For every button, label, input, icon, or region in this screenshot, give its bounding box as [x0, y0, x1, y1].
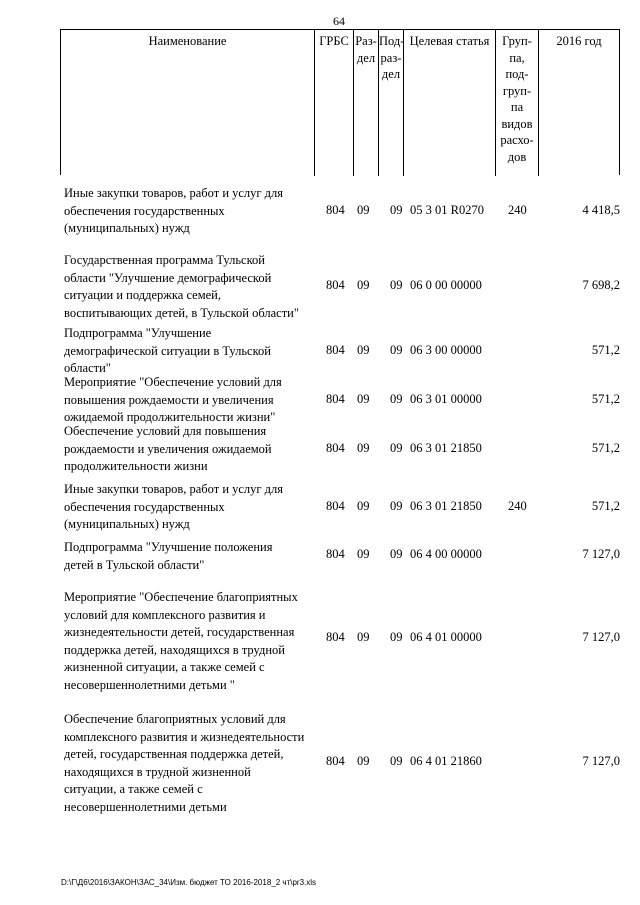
header-expense-group: Груп- па, под- груп- па видов расхо- дов [495, 30, 538, 176]
header-target-article: Целевая статья [403, 30, 495, 176]
row-target-article: 06 4 01 00000 [410, 630, 482, 644]
row-podrazdel: 09 [390, 547, 403, 561]
row-amount: 7 127,0 [582, 547, 620, 561]
row-grbs: 804 [326, 547, 345, 561]
row-grbs: 804 [326, 630, 345, 644]
row-name: Государственная программа Тульской области "Улучшение демографической ситуации и поддержка семей, воспитывающих детей, в Тульской области" [64, 253, 299, 320]
file-path-footer: D:\Г\Д6\2016\ЗАКОН\ЗАС_34\Изм. бюджет ТО 2016-2018_2 чт\pr3.xls [61, 878, 317, 887]
row-name: Подпрограмма "Улучшение демографической ситуации в Тульской области" [64, 326, 271, 375]
header-podrazdel: Под- раз- дел [378, 30, 403, 176]
row-target-article: 06 3 01 21850 [410, 499, 482, 513]
row-expense-group: 240 [508, 499, 527, 513]
row-razdel: 09 [357, 754, 370, 768]
row-name: Обеспечение условий для повышения рождаемости и увеличения ожидаемой продолжительности жизни [64, 424, 272, 473]
header-grbs: ГРБС [314, 30, 353, 176]
row-amount: 7 127,0 [582, 754, 620, 768]
row-grbs: 804 [326, 343, 345, 357]
header-razdel: Раз- дел [353, 30, 378, 176]
row-amount: 7 127,0 [582, 630, 620, 644]
row-podrazdel: 09 [390, 392, 403, 406]
row-target-article: 06 4 01 21860 [410, 754, 482, 768]
row-name: Мероприятие "Обеспечение благоприятных условий для комплексного развития и жизнедеятельности детей, государственная поддержка детей, находящихся в трудной жизненной ситуации, а также семей с несовершеннолетними детьми " [64, 590, 298, 692]
row-name: Мероприятие "Обеспечение условий для повышения рождаемости и увеличения ожидаемой продолжительности жизни" [64, 375, 282, 424]
row-razdel: 09 [357, 343, 370, 357]
header-name: Наименование [148, 34, 227, 48]
row-amount: 571,2 [591, 499, 620, 513]
row-target-article: 06 3 01 21850 [410, 441, 482, 455]
row-podrazdel: 09 [390, 343, 403, 357]
row-amount: 571,2 [591, 392, 620, 406]
row-podrazdel: 09 [390, 499, 403, 513]
row-razdel: 09 [357, 441, 370, 455]
row-razdel: 09 [357, 499, 370, 513]
row-razdel: 09 [357, 392, 370, 406]
row-podrazdel: 09 [390, 278, 403, 292]
row-podrazdel: 09 [390, 754, 403, 768]
row-razdel: 09 [357, 203, 370, 217]
row-target-article: 06 3 01 00000 [410, 392, 482, 406]
row-razdel: 09 [357, 278, 370, 292]
row-amount: 4 418,5 [582, 203, 620, 217]
row-grbs: 804 [326, 392, 345, 406]
row-podrazdel: 09 [390, 441, 403, 455]
row-target-article: 06 4 00 00000 [410, 547, 482, 561]
header-year: 2016 год [538, 30, 619, 176]
row-grbs: 804 [326, 754, 345, 768]
row-name: Иные закупки товаров, работ и услуг для обеспечения государственных (муниципальных) нужд [64, 482, 284, 531]
row-target-article: 06 0 00 00000 [410, 278, 482, 292]
row-razdel: 09 [357, 630, 370, 644]
row-grbs: 804 [326, 278, 345, 292]
page-number: 64 [333, 14, 345, 28]
row-amount: 571,2 [591, 441, 620, 455]
row-razdel: 09 [357, 547, 370, 561]
table-header [60, 29, 620, 175]
row-name: Иные закупки товаров, работ и услуг для обеспечения государственных (муниципальных) нужд [64, 186, 284, 235]
row-podrazdel: 09 [390, 203, 403, 217]
row-grbs: 804 [326, 499, 345, 513]
row-podrazdel: 09 [390, 630, 403, 644]
row-target-article: 05 3 01 R0270 [410, 203, 484, 217]
row-name: Подпрограмма "Улучшение положения детей в Тульской области" [64, 540, 273, 572]
row-expense-group: 240 [508, 203, 527, 217]
row-amount: 571,2 [591, 343, 620, 357]
row-grbs: 804 [326, 441, 345, 455]
row-amount: 7 698,2 [582, 278, 620, 292]
row-name: Обеспечение благоприятных условий для комплексного развития и жизнедеятельности детей, государственная поддержка детей, находящихся в трудной жизненной ситуации, а также семей с несовершеннолетними детьми [64, 712, 305, 814]
row-grbs: 804 [326, 203, 345, 217]
row-target-article: 06 3 00 00000 [410, 343, 482, 357]
